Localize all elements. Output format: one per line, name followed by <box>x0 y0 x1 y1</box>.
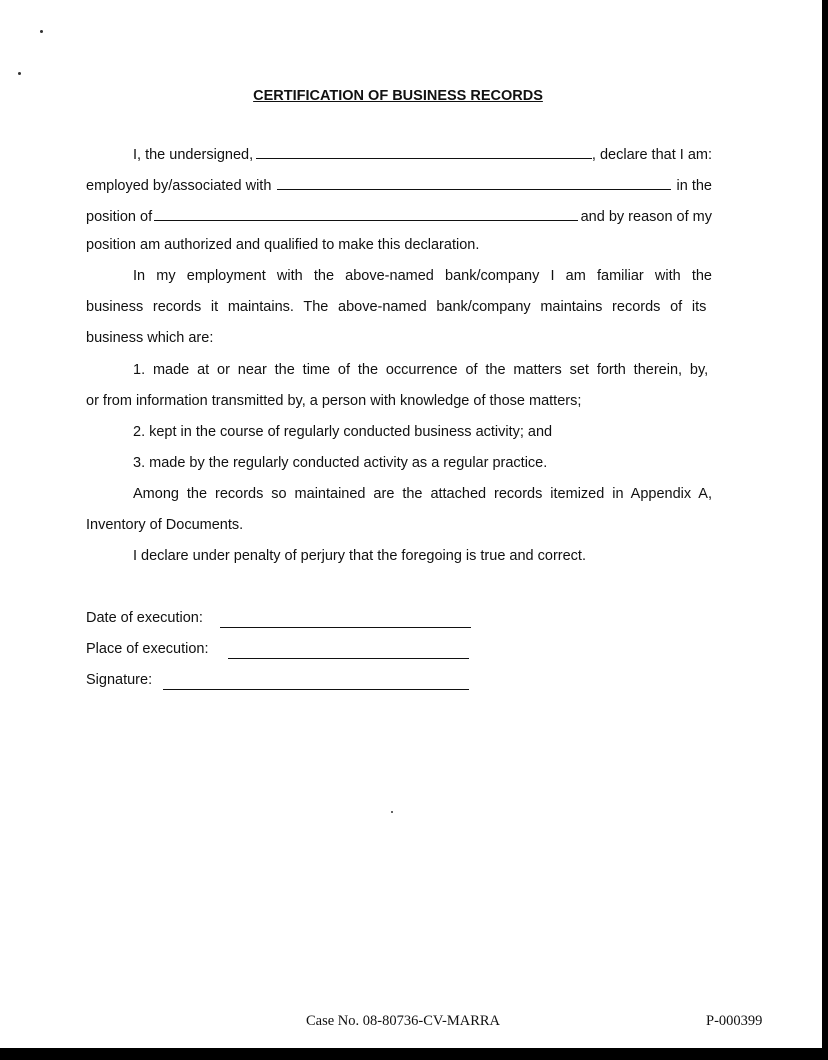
records-text: Inventory of Documents. <box>86 517 244 533</box>
declaration-line-1 <box>86 144 712 163</box>
item-text: 2. kept in the course of regularly conducted business activity; and <box>133 424 553 440</box>
signature-label: Signature: <box>86 672 153 688</box>
position-blank[interactable] <box>154 206 578 221</box>
scan-speck <box>40 30 43 33</box>
records-text: Among the records so maintained are the attached records itemized in Appendix A, <box>133 486 712 502</box>
scan-edge-bottom <box>0 1048 828 1060</box>
page-title: CERTIFICATION OF BUSINESS RECORDS <box>253 88 543 104</box>
scan-speck <box>18 72 21 75</box>
declaration-text: , declare that I am: <box>591 147 712 163</box>
perjury-statement <box>86 548 712 564</box>
employment-line-1 <box>86 268 712 284</box>
records-line-1 <box>86 486 712 502</box>
declaration-line-3 <box>86 206 712 225</box>
employment-line-2 <box>86 299 712 315</box>
bates-number: P-000399 <box>706 1013 763 1029</box>
employment-line-3 <box>86 330 712 346</box>
date-of-execution-label: Date of execution: <box>86 610 203 626</box>
item-text: 3. made by the regularly conducted activity as a regular practice. <box>133 455 548 471</box>
declaration-text: and by reason of my <box>580 209 712 225</box>
name-blank[interactable] <box>256 144 592 159</box>
declaration-line-4 <box>86 237 712 253</box>
declaration-text: in the <box>676 178 712 194</box>
employment-text: In my employment with the above-named bank/company I am familiar with the <box>133 268 712 284</box>
declaration-text: I, the undersigned, <box>133 147 254 163</box>
item-3 <box>86 455 712 471</box>
employment-text: business which are: <box>86 330 214 346</box>
declaration-text: position of <box>86 209 153 225</box>
signature-blank[interactable] <box>163 688 469 690</box>
employment-text: business records it maintains. The above-named bank/company maintains records of its <box>86 299 707 315</box>
place-of-execution-blank[interactable] <box>228 657 469 659</box>
scan-speck <box>391 811 393 813</box>
place-of-execution-label: Place of execution: <box>86 641 209 657</box>
declaration-text: position am authorized and qualified to make this declaration. <box>86 237 480 253</box>
employer-blank[interactable] <box>277 175 670 190</box>
item-1-line-1 <box>86 362 712 378</box>
scan-edge-right <box>822 0 828 1060</box>
date-of-execution-blank[interactable] <box>220 626 471 628</box>
item-text: 1. made at or near the time of the occurrence of the matters set forth therein, by, <box>133 362 709 378</box>
perjury-text: I declare under penalty of perjury that the foregoing is true and correct. <box>133 548 586 564</box>
declaration-text: employed by/associated with <box>86 178 272 194</box>
records-line-2 <box>86 517 712 533</box>
declaration-line-2 <box>86 175 712 194</box>
item-2 <box>86 424 712 440</box>
item-text: or from information transmitted by, a person with knowledge of those matters; <box>86 393 582 409</box>
item-1-line-2 <box>86 393 712 409</box>
case-number: Case No. 08-80736-CV-MARRA <box>306 1013 501 1029</box>
